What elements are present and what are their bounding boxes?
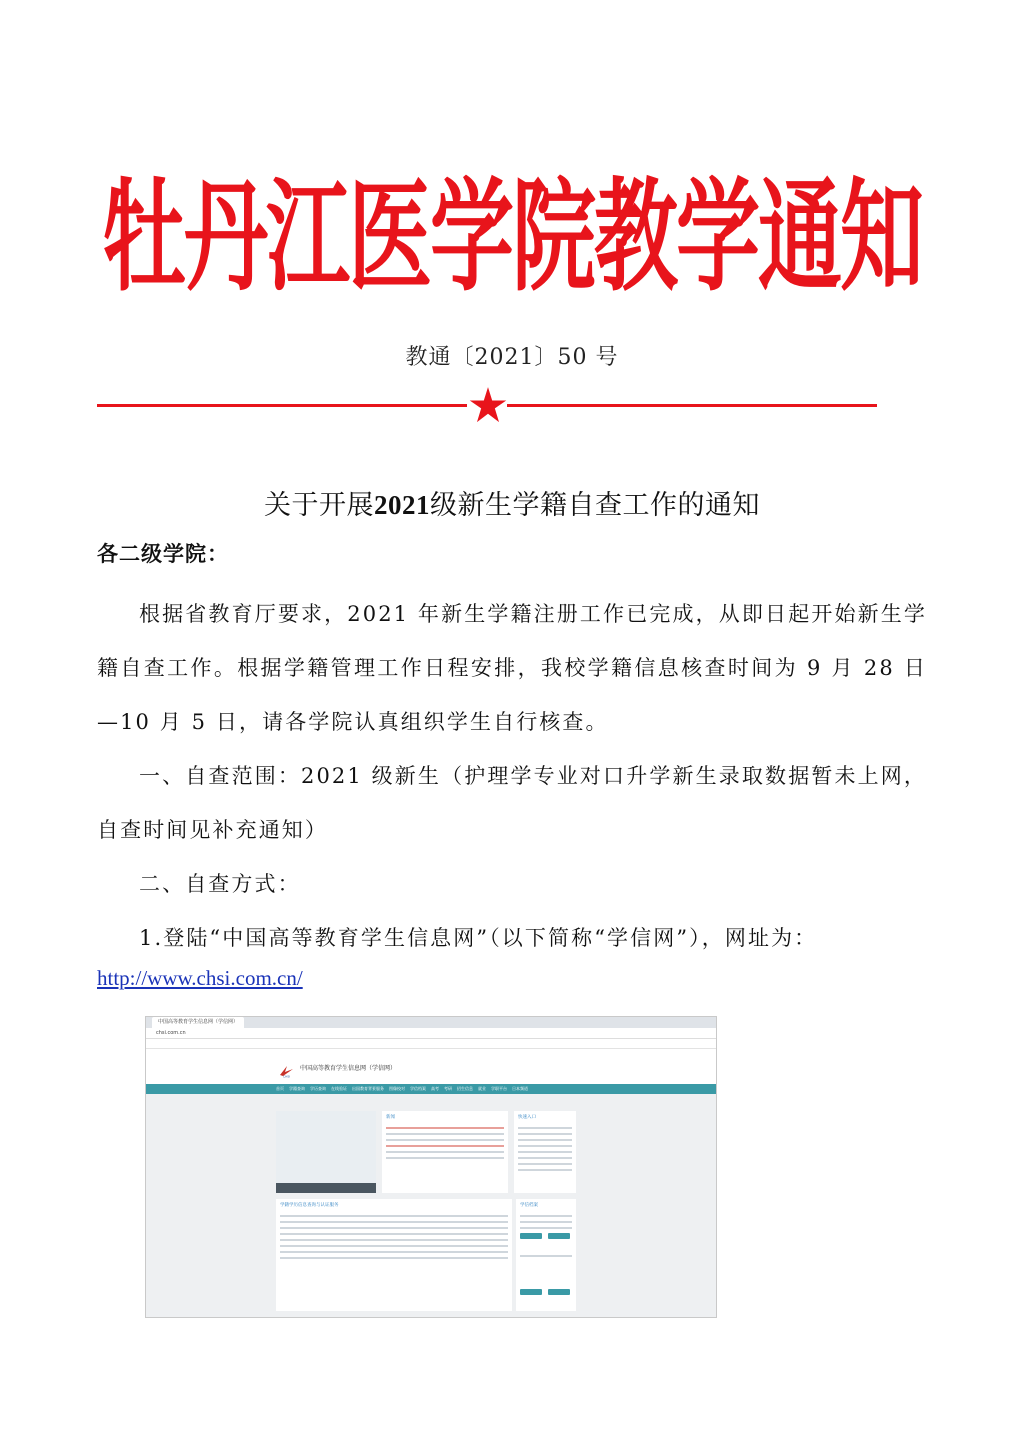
title-suffix: 级新生学籍自查工作的通知 <box>430 490 760 521</box>
side-header: 学信档案 <box>520 1203 538 1208</box>
site-nav-item: 图像校对 <box>389 1086 405 1091</box>
banner-caption <box>276 1183 376 1193</box>
site-nav-item: 学籍查询 <box>289 1086 305 1091</box>
browser-address-bar: chsi.com.cn <box>146 1028 716 1039</box>
document-number: 教通〔2021〕50 号 <box>405 345 619 370</box>
site-header <box>146 1058 716 1084</box>
site-notice-strip <box>146 1049 716 1058</box>
browser-tabbar <box>146 1017 716 1028</box>
site-nav-item: 就业 <box>478 1086 486 1091</box>
services-header: 学籍学历信息查询与认证服务 <box>280 1203 339 1208</box>
site-content <box>276 1103 716 1317</box>
entry-header: 快速入口 <box>518 1115 536 1120</box>
services-panel <box>276 1199 512 1311</box>
site-nav-item: 首页 <box>276 1086 284 1091</box>
quick-entry-panel <box>514 1111 576 1193</box>
site-nav-item: 学信档案 <box>410 1086 426 1091</box>
site-nav-item: 出国教育背景服务 <box>352 1086 384 1091</box>
site-nav-item: 学历查询 <box>310 1086 326 1091</box>
paragraph: 1.登陆“中国高等教育学生信息网”（以下简称“学信网”），网址为： <box>139 926 818 950</box>
notice-body <box>97 587 927 965</box>
register-button <box>548 1233 570 1239</box>
masthead-title: 牡丹江医学院教学通知 <box>101 165 922 308</box>
website-screenshot <box>145 1016 717 1318</box>
verify-button <box>520 1289 542 1295</box>
report-button <box>548 1289 570 1295</box>
red-divider <box>97 388 877 424</box>
paragraph: 根据省教育厅要求，2021 年新生学籍注册工作已完成，从即日起开始新生学籍自查工作。根据学籍管理工作日程安排，我校学籍信息核查时间为 9 月 28 日—10 月 5 日，请各学院认真组织学生自行核查。 <box>97 602 927 734</box>
site-nav-item: 高考 <box>431 1086 439 1091</box>
site-nav-item: 招生信息 <box>457 1086 473 1091</box>
salutation: 各二级学院： <box>97 541 229 566</box>
title-year: 2021 <box>374 490 430 520</box>
svg-text:CHSI: CHSI <box>283 1074 291 1078</box>
news-panel <box>382 1111 508 1193</box>
title-prefix: 关于开展 <box>264 490 374 521</box>
divider-line-right <box>507 404 877 407</box>
archive-panel <box>516 1199 576 1311</box>
banner-image <box>276 1111 376 1193</box>
bookmarks-bar <box>146 1039 716 1049</box>
paragraph: 二、自查方式： <box>139 872 301 896</box>
divider-line-left <box>97 404 467 407</box>
site-nav-item: 考研 <box>444 1086 452 1091</box>
browser-tab: 中国高等教育学生信息网（学信网） <box>152 1017 244 1028</box>
site-nav <box>146 1084 716 1094</box>
site-name: 中国高等教育学生信息网（学信网） <box>300 1065 397 1072</box>
site-nav-item: 在线验证 <box>331 1086 347 1091</box>
login-button <box>520 1233 542 1239</box>
chsi-logo-icon <box>278 1064 296 1078</box>
site-nav-item: 学职平台 <box>491 1086 507 1091</box>
star-icon <box>469 386 507 424</box>
paragraph: 一、自查范围：2021 级新生（护理学专业对口升学新生录取数据暂未上网，自查时间见补充通知） <box>97 764 927 842</box>
chsi-link[interactable]: http://www.chsi.com.cn/ <box>97 966 303 990</box>
notice-title <box>0 483 1024 522</box>
site-nav-item: 日本频道 <box>512 1086 528 1091</box>
news-header: 新闻 <box>386 1115 395 1120</box>
